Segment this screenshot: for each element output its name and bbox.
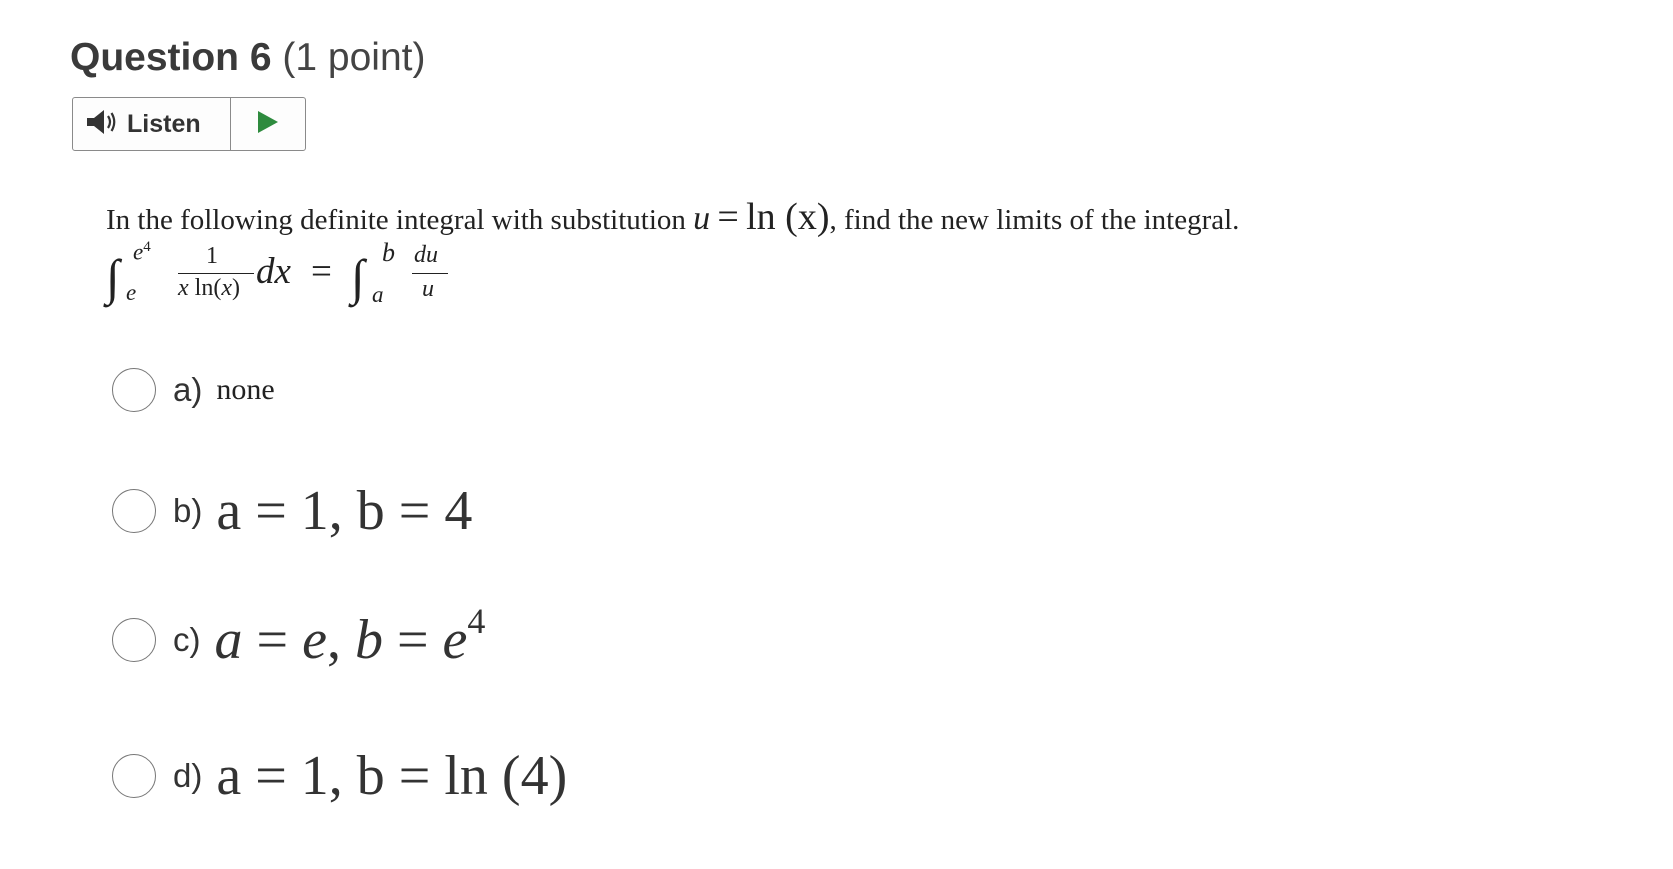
option-b[interactable]	[112, 481, 472, 541]
option-a-letter: a)	[173, 371, 203, 408]
option-d-letter: d)	[173, 757, 203, 794]
prompt-text-after: , find the new limits of the integral.	[829, 204, 1240, 236]
listen-widget	[72, 97, 306, 151]
option-a-text: none	[216, 373, 275, 406]
prompt-var-u: u	[693, 200, 711, 237]
option-a[interactable]	[112, 360, 275, 420]
fraction-bar-right	[412, 273, 448, 274]
option-d[interactable]	[112, 746, 567, 806]
integral-sign-left: ∫	[106, 249, 120, 305]
upper-limit-right: b	[382, 238, 395, 267]
option-d-text: a = 1, b = ln (4)	[216, 745, 568, 807]
prompt-equals: =	[717, 196, 739, 238]
question-number: Question 6	[70, 36, 272, 79]
listen-button[interactable]	[73, 98, 231, 150]
denominator-left: x ln(x)	[178, 275, 240, 301]
dx-term: dx	[256, 251, 291, 292]
question-title	[70, 34, 425, 82]
option-d-radio[interactable]	[112, 754, 156, 798]
lower-limit-left: e	[126, 280, 137, 305]
listen-label: Listen	[127, 109, 201, 138]
upper-limit-left: $e^4$	[133, 239, 151, 265]
question-points: (1 point)	[282, 36, 426, 79]
integral-expression	[106, 238, 466, 313]
option-c-text: a = e, $b = e^4$	[214, 601, 486, 671]
option-c-letter: c)	[173, 621, 201, 658]
fraction-bar-left	[178, 273, 254, 274]
prompt-text-before: In the following definite integral with substitution	[106, 204, 686, 236]
play-icon	[256, 109, 280, 140]
option-c[interactable]	[112, 601, 486, 671]
denominator-right: u	[422, 276, 434, 302]
option-b-radio[interactable]	[112, 489, 156, 533]
speaker-icon	[85, 108, 119, 141]
prompt-ln-x: ln (x)	[746, 196, 830, 238]
option-b-text: a = 1, b = 4	[216, 480, 473, 542]
option-a-radio[interactable]	[112, 368, 156, 412]
numerator-right: du	[414, 242, 438, 268]
integral-equals: =	[311, 251, 332, 292]
lower-limit-right: a	[372, 282, 384, 307]
option-c-radio[interactable]	[112, 618, 156, 662]
play-button[interactable]	[231, 98, 305, 150]
numerator-left: 1	[206, 243, 218, 269]
question-prompt	[106, 195, 1239, 242]
integral-sign-right: ∫	[351, 249, 365, 305]
option-b-letter: b)	[173, 492, 203, 529]
